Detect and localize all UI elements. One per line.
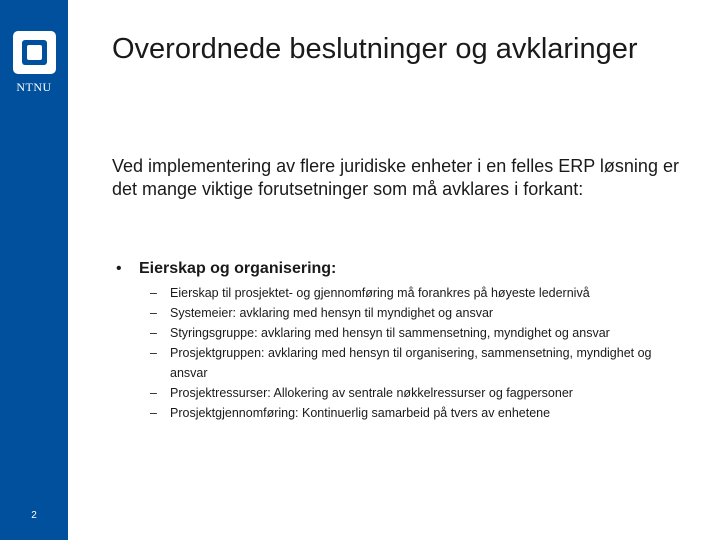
sidebar (0, 0, 68, 540)
list-item-text: Prosjektgruppen: avklaring med hensyn til organisering, sammensetning, myndighet og ansvar (170, 346, 652, 380)
list-item (150, 403, 680, 423)
list-item (150, 383, 680, 403)
ntnu-logo-icon (13, 31, 56, 74)
list-item (150, 343, 680, 383)
bullet-label: Eierskap og organisering: (139, 260, 337, 277)
dash-marker: – (150, 306, 157, 320)
sub-list (150, 283, 680, 423)
dash-marker: – (150, 386, 157, 400)
intro-paragraph: Ved implementering av flere juridiske enheter i en felles ERP løsning er det mange viktige forutsetninger som må avklares i forkant: (112, 156, 679, 199)
dash-marker: – (150, 406, 157, 420)
list-item (150, 283, 680, 303)
dash-marker: – (150, 326, 157, 340)
list-item (150, 323, 680, 343)
list-item-text: Prosjektressurser: Allokering av sentrale nøkkelressurser og fagpersoner (170, 386, 573, 400)
slide-title: Overordnede beslutninger og avklaringer (112, 33, 638, 65)
dash-marker: – (150, 286, 157, 300)
list-item-text: Styringsgruppe: avklaring med hensyn til sammensetning, myndighet og ansvar (170, 326, 610, 340)
list-item-text: Systemeier: avklaring med hensyn til myndighet og ansvar (170, 306, 494, 320)
list-item (150, 303, 680, 323)
logo-text: NTNU (16, 80, 52, 94)
list-item-text: Prosjektgjennomføring: Kontinuerlig samarbeid på tvers av enhetene (170, 406, 551, 420)
list-item-text: Eierskap til prosjektet- og gjennomføring må forankres på høyeste ledernivå (170, 286, 590, 300)
page-number: 2 (31, 510, 37, 521)
dash-marker: – (150, 346, 157, 360)
bullet-marker: • (116, 260, 122, 277)
